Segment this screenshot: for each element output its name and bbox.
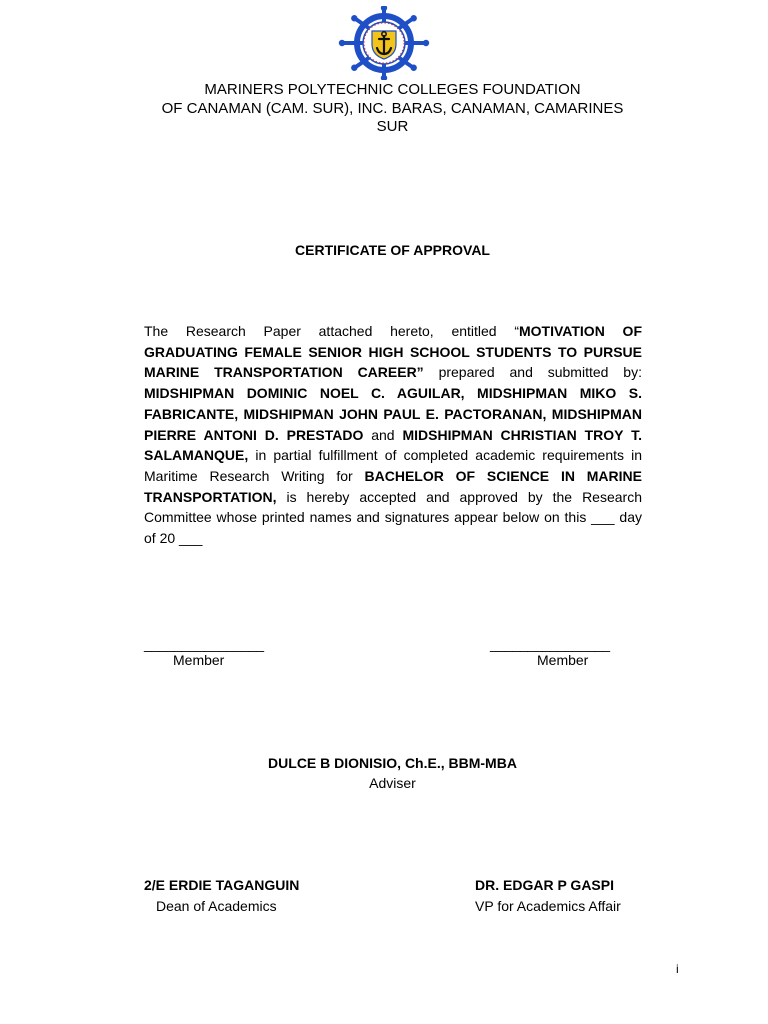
author-last: MIDSHIPMAN CHRISTIAN TROY T. SALAMANQUE, [144, 426, 643, 464]
body-text-5: is hereby accepted and approved by the Research Committee whose printed names and signatures appear below on this ___ day of 20 ___ [144, 488, 642, 547]
certificate-title: CERTIFICATE OF APPROVAL [295, 242, 490, 258]
body-text-2: prepared and submitted by: [423, 364, 642, 381]
dean-name: 2/E ERDIE TAGANGUIN [144, 877, 300, 893]
header-line-3: SUR [376, 118, 409, 135]
body-text-1: The Research Paper attached hereto, entitled “ [144, 323, 519, 339]
dean-role: Dean of Academics [156, 898, 277, 914]
body-text-4: in partial fulfillment of completed academic requirements in Maritime Research Writing for [144, 447, 642, 484]
signature-line-right: ________________ [490, 636, 610, 652]
ship-wheel-anchor-logo [336, 6, 432, 80]
header-line-2: OF CANAMAN (CAM. SUR), INC. BARAS, CANAMAN, CAMARINES [161, 99, 624, 117]
signature-line-left: ________________ [144, 636, 264, 652]
authors-list: MIDSHIPMAN DOMINIC NOEL C. AGUILAR, MIDSHIPMAN MIKO S. FABRICANTE, MIDSHIPMAN JOHN PAUL E. PACTORANAN, MIDSHIPMAN PIERRE ANTONI D. PRESTADO [144, 385, 642, 443]
member-label-left: Member [173, 652, 225, 668]
degree-program: BACHELOR OF SCIENCE IN MARINE TRANSPORTATION, [144, 467, 642, 505]
adviser-name: DULCE B DIONISIO, Ch.E., BBM-MBA [268, 755, 517, 771]
research-title: MOTIVATION OF GRADUATING FEMALE SENIOR HIGH SCHOOL STUDENTS TO PURSUE MARINE TRANSPORTATION CAREER” [144, 323, 642, 381]
vp-role: VP for Academics Affair [475, 898, 621, 914]
body-text-3: and [363, 426, 403, 443]
header-line-1: MARINERS POLYTECHNIC COLLEGES FOUNDATION [204, 81, 581, 98]
vp-name: DR. EDGAR P GASPI [475, 877, 614, 893]
ship-wheel-anchor-icon [336, 6, 432, 80]
certificate-body [144, 321, 642, 549]
member-label-right: Member [537, 652, 589, 668]
institution-header [140, 81, 645, 137]
adviser-role: Adviser [369, 775, 416, 791]
page-number: i [676, 962, 679, 976]
